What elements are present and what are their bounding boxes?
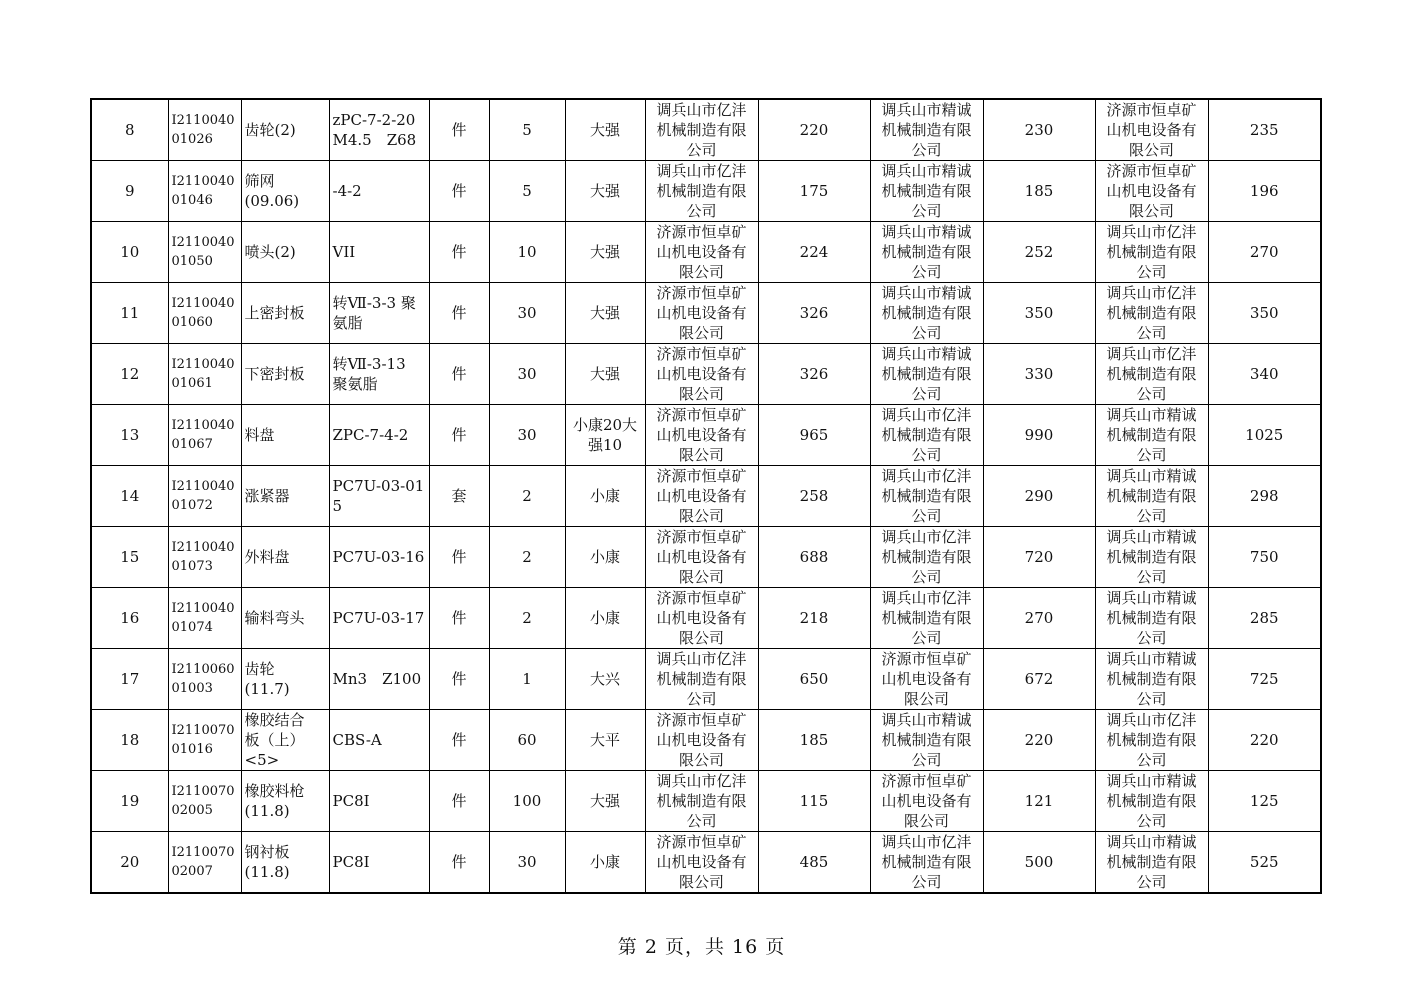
price-1-cell: 224 <box>758 222 870 283</box>
using-unit-cell: 大强 <box>565 99 645 161</box>
supplier-3-cell: 调兵山市精诚 机械制造有限 公司 <box>1095 832 1208 894</box>
using-unit-cell: 大强 <box>565 771 645 832</box>
item-spec-cell: PC7U-03-17 <box>329 588 429 649</box>
supplier-2-cell: 调兵山市亿沣 机械制造有限 公司 <box>870 527 983 588</box>
supplier-3-cell: 调兵山市精诚 机械制造有限 公司 <box>1095 588 1208 649</box>
item-quantity-cell: 30 <box>489 405 565 466</box>
item-unit-cell: 件 <box>429 99 489 161</box>
item-name-cell: 筛网 (09.06) <box>241 161 329 222</box>
price-1-cell: 650 <box>758 649 870 710</box>
row-number-cell: 14 <box>91 466 168 527</box>
item-quantity-cell: 30 <box>489 283 565 344</box>
table-row <box>91 405 1321 466</box>
price-2-cell: 220 <box>983 710 1095 771</box>
price-3-cell: 340 <box>1208 344 1321 405</box>
row-number-cell: 16 <box>91 588 168 649</box>
price-2-cell: 720 <box>983 527 1095 588</box>
table-row <box>91 527 1321 588</box>
item-unit-cell: 件 <box>429 527 489 588</box>
supplier-3-cell: 济源市恒卓矿 山机电设备有 限公司 <box>1095 161 1208 222</box>
price-2-cell: 672 <box>983 649 1095 710</box>
item-spec-cell: PC7U-03-015 <box>329 466 429 527</box>
item-code-cell: I2110040 01067 <box>168 405 241 466</box>
using-unit-cell: 大强 <box>565 344 645 405</box>
item-unit-cell: 件 <box>429 222 489 283</box>
supplier-2-cell: 调兵山市亿沣 机械制造有限 公司 <box>870 588 983 649</box>
table-row <box>91 771 1321 832</box>
supplier-3-cell: 济源市恒卓矿 山机电设备有 限公司 <box>1095 99 1208 161</box>
supplier-1-cell: 济源市恒卓矿 山机电设备有 限公司 <box>645 405 758 466</box>
price-3-cell: 525 <box>1208 832 1321 894</box>
item-code-cell: I2110060 01003 <box>168 649 241 710</box>
page-footer: 第 2 页，共 16 页 <box>617 936 786 958</box>
item-name-cell: 喷头(2) <box>241 222 329 283</box>
using-unit-cell: 小康20大 强10 <box>565 405 645 466</box>
price-1-cell: 326 <box>758 344 870 405</box>
supplier-1-cell: 济源市恒卓矿 山机电设备有 限公司 <box>645 222 758 283</box>
price-1-cell: 485 <box>758 832 870 894</box>
supplier-2-cell: 调兵山市精诚 机械制造有限 公司 <box>870 222 983 283</box>
item-name-cell: 涨紧器 <box>241 466 329 527</box>
supplier-2-cell: 调兵山市亿沣 机械制造有限 公司 <box>870 466 983 527</box>
using-unit-cell: 大强 <box>565 283 645 344</box>
price-2-cell: 500 <box>983 832 1095 894</box>
table-row <box>91 466 1321 527</box>
price-3-cell: 350 <box>1208 283 1321 344</box>
price-3-cell: 750 <box>1208 527 1321 588</box>
supplier-1-cell: 济源市恒卓矿 山机电设备有 限公司 <box>645 527 758 588</box>
table-row <box>91 649 1321 710</box>
price-3-cell: 298 <box>1208 466 1321 527</box>
item-spec-cell: Mn3 Z100 <box>329 649 429 710</box>
price-2-cell: 330 <box>983 344 1095 405</box>
supplier-3-cell: 调兵山市精诚 机械制造有限 公司 <box>1095 405 1208 466</box>
supplier-3-cell: 调兵山市精诚 机械制造有限 公司 <box>1095 527 1208 588</box>
supplier-2-cell: 济源市恒卓矿 山机电设备有 限公司 <box>870 649 983 710</box>
item-name-cell: 料盘 <box>241 405 329 466</box>
table-row <box>91 161 1321 222</box>
item-unit-cell: 套 <box>429 466 489 527</box>
item-spec-cell: zPC-7-2-20 M4.5 Z68 <box>329 99 429 161</box>
item-unit-cell: 件 <box>429 710 489 771</box>
price-3-cell: 235 <box>1208 99 1321 161</box>
table-row <box>91 99 1321 161</box>
price-3-cell: 125 <box>1208 771 1321 832</box>
supplier-2-cell: 济源市恒卓矿 山机电设备有 限公司 <box>870 771 983 832</box>
row-number-cell: 12 <box>91 344 168 405</box>
table-row <box>91 283 1321 344</box>
item-name-cell: 齿轮(2) <box>241 99 329 161</box>
price-2-cell: 185 <box>983 161 1095 222</box>
row-number-cell: 17 <box>91 649 168 710</box>
supplier-3-cell: 调兵山市亿沣 机械制造有限 公司 <box>1095 710 1208 771</box>
price-3-cell: 725 <box>1208 649 1321 710</box>
item-quantity-cell: 5 <box>489 99 565 161</box>
item-unit-cell: 件 <box>429 405 489 466</box>
using-unit-cell: 小康 <box>565 832 645 894</box>
item-unit-cell: 件 <box>429 832 489 894</box>
item-quantity-cell: 60 <box>489 710 565 771</box>
row-number-cell: 11 <box>91 283 168 344</box>
supplier-2-cell: 调兵山市精诚 机械制造有限 公司 <box>870 283 983 344</box>
item-code-cell: I2110040 01046 <box>168 161 241 222</box>
supplier-3-cell: 调兵山市精诚 机械制造有限 公司 <box>1095 649 1208 710</box>
item-quantity-cell: 30 <box>489 832 565 894</box>
item-quantity-cell: 2 <box>489 588 565 649</box>
supplier-2-cell: 调兵山市精诚 机械制造有限 公司 <box>870 161 983 222</box>
row-number-cell: 9 <box>91 161 168 222</box>
item-spec-cell: PC7U-03-16 <box>329 527 429 588</box>
price-1-cell: 115 <box>758 771 870 832</box>
price-3-cell: 1025 <box>1208 405 1321 466</box>
row-number-cell: 10 <box>91 222 168 283</box>
price-2-cell: 121 <box>983 771 1095 832</box>
price-1-cell: 220 <box>758 99 870 161</box>
item-name-cell: 齿轮 (11.7) <box>241 649 329 710</box>
item-spec-cell: VII <box>329 222 429 283</box>
supplier-1-cell: 调兵山市亿沣 机械制造有限 公司 <box>645 99 758 161</box>
supplier-3-cell: 调兵山市亿沣 机械制造有限 公司 <box>1095 222 1208 283</box>
item-code-cell: I2110040 01061 <box>168 344 241 405</box>
item-code-cell: I2110070 02007 <box>168 832 241 894</box>
item-quantity-cell: 5 <box>489 161 565 222</box>
supplier-1-cell: 济源市恒卓矿 山机电设备有 限公司 <box>645 466 758 527</box>
table-row <box>91 222 1321 283</box>
item-name-cell: 外料盘 <box>241 527 329 588</box>
using-unit-cell: 大强 <box>565 222 645 283</box>
price-3-cell: 196 <box>1208 161 1321 222</box>
item-name-cell: 橡胶料枪 (11.8) <box>241 771 329 832</box>
supplier-1-cell: 调兵山市亿沣 机械制造有限 公司 <box>645 649 758 710</box>
item-code-cell: I2110040 01073 <box>168 527 241 588</box>
supplier-1-cell: 调兵山市亿沣 机械制造有限 公司 <box>645 771 758 832</box>
item-code-cell: I2110040 01050 <box>168 222 241 283</box>
item-spec-cell: PC8I <box>329 832 429 894</box>
price-1-cell: 326 <box>758 283 870 344</box>
row-number-cell: 8 <box>91 99 168 161</box>
item-code-cell: I2110040 01026 <box>168 99 241 161</box>
table-row <box>91 588 1321 649</box>
item-quantity-cell: 30 <box>489 344 565 405</box>
price-1-cell: 965 <box>758 405 870 466</box>
table-row <box>91 832 1321 894</box>
row-number-cell: 15 <box>91 527 168 588</box>
using-unit-cell: 大平 <box>565 710 645 771</box>
item-code-cell: I2110070 01016 <box>168 710 241 771</box>
supplier-3-cell: 调兵山市精诚 机械制造有限 公司 <box>1095 466 1208 527</box>
row-number-cell: 13 <box>91 405 168 466</box>
price-2-cell: 270 <box>983 588 1095 649</box>
using-unit-cell: 小康 <box>565 527 645 588</box>
supplier-1-cell: 济源市恒卓矿 山机电设备有 限公司 <box>645 710 758 771</box>
item-unit-cell: 件 <box>429 161 489 222</box>
table-row <box>91 710 1321 771</box>
item-unit-cell: 件 <box>429 649 489 710</box>
supplier-2-cell: 调兵山市精诚 机械制造有限 公司 <box>870 344 983 405</box>
item-unit-cell: 件 <box>429 344 489 405</box>
item-quantity-cell: 100 <box>489 771 565 832</box>
price-1-cell: 258 <box>758 466 870 527</box>
price-2-cell: 290 <box>983 466 1095 527</box>
using-unit-cell: 小康 <box>565 466 645 527</box>
supplier-1-cell: 调兵山市亿沣 机械制造有限 公司 <box>645 161 758 222</box>
supplier-2-cell: 调兵山市精诚 机械制造有限 公司 <box>870 710 983 771</box>
row-number-cell: 20 <box>91 832 168 894</box>
table-row <box>91 344 1321 405</box>
price-2-cell: 230 <box>983 99 1095 161</box>
supplier-2-cell: 调兵山市亿沣 机械制造有限 公司 <box>870 832 983 894</box>
item-quantity-cell: 2 <box>489 466 565 527</box>
item-quantity-cell: 1 <box>489 649 565 710</box>
price-1-cell: 175 <box>758 161 870 222</box>
item-code-cell: I2110070 02005 <box>168 771 241 832</box>
item-name-cell: 上密封板 <box>241 283 329 344</box>
supplier-3-cell: 调兵山市亿沣 机械制造有限 公司 <box>1095 344 1208 405</box>
price-3-cell: 220 <box>1208 710 1321 771</box>
supplier-1-cell: 济源市恒卓矿 山机电设备有 限公司 <box>645 344 758 405</box>
supplier-2-cell: 调兵山市精诚 机械制造有限 公司 <box>870 99 983 161</box>
price-3-cell: 285 <box>1208 588 1321 649</box>
item-spec-cell: 转Ⅶ-3-13 聚氨脂 <box>329 344 429 405</box>
supplier-1-cell: 济源市恒卓矿 山机电设备有 限公司 <box>645 588 758 649</box>
price-1-cell: 185 <box>758 710 870 771</box>
using-unit-cell: 大强 <box>565 161 645 222</box>
row-number-cell: 19 <box>91 771 168 832</box>
item-spec-cell: ZPC-7-4-2 <box>329 405 429 466</box>
item-spec-cell: 转Ⅶ-3-3 聚 氨脂 <box>329 283 429 344</box>
supplier-1-cell: 济源市恒卓矿 山机电设备有 限公司 <box>645 832 758 894</box>
using-unit-cell: 小康 <box>565 588 645 649</box>
using-unit-cell: 大兴 <box>565 649 645 710</box>
item-name-cell: 钢衬板 (11.8) <box>241 832 329 894</box>
item-spec-cell: PC8I <box>329 771 429 832</box>
supplier-3-cell: 调兵山市亿沣 机械制造有限 公司 <box>1095 283 1208 344</box>
supplier-2-cell: 调兵山市亿沣 机械制造有限 公司 <box>870 405 983 466</box>
price-3-cell: 270 <box>1208 222 1321 283</box>
item-spec-cell: -4-2 <box>329 161 429 222</box>
item-quantity-cell: 2 <box>489 527 565 588</box>
item-unit-cell: 件 <box>429 771 489 832</box>
price-2-cell: 990 <box>983 405 1095 466</box>
item-unit-cell: 件 <box>429 588 489 649</box>
price-2-cell: 252 <box>983 222 1095 283</box>
item-quantity-cell: 10 <box>489 222 565 283</box>
item-name-cell: 下密封板 <box>241 344 329 405</box>
item-unit-cell: 件 <box>429 283 489 344</box>
price-1-cell: 688 <box>758 527 870 588</box>
item-spec-cell: CBS-A <box>329 710 429 771</box>
item-code-cell: I2110040 01060 <box>168 283 241 344</box>
item-code-cell: I2110040 01074 <box>168 588 241 649</box>
procurement-table <box>90 98 1322 894</box>
item-code-cell: I2110040 01072 <box>168 466 241 527</box>
supplier-3-cell: 调兵山市精诚 机械制造有限 公司 <box>1095 771 1208 832</box>
price-2-cell: 350 <box>983 283 1095 344</box>
item-name-cell: 输料弯头 <box>241 588 329 649</box>
supplier-1-cell: 济源市恒卓矿 山机电设备有 限公司 <box>645 283 758 344</box>
row-number-cell: 18 <box>91 710 168 771</box>
item-name-cell: 橡胶结合 板（上） <5> <box>241 710 329 771</box>
price-1-cell: 218 <box>758 588 870 649</box>
